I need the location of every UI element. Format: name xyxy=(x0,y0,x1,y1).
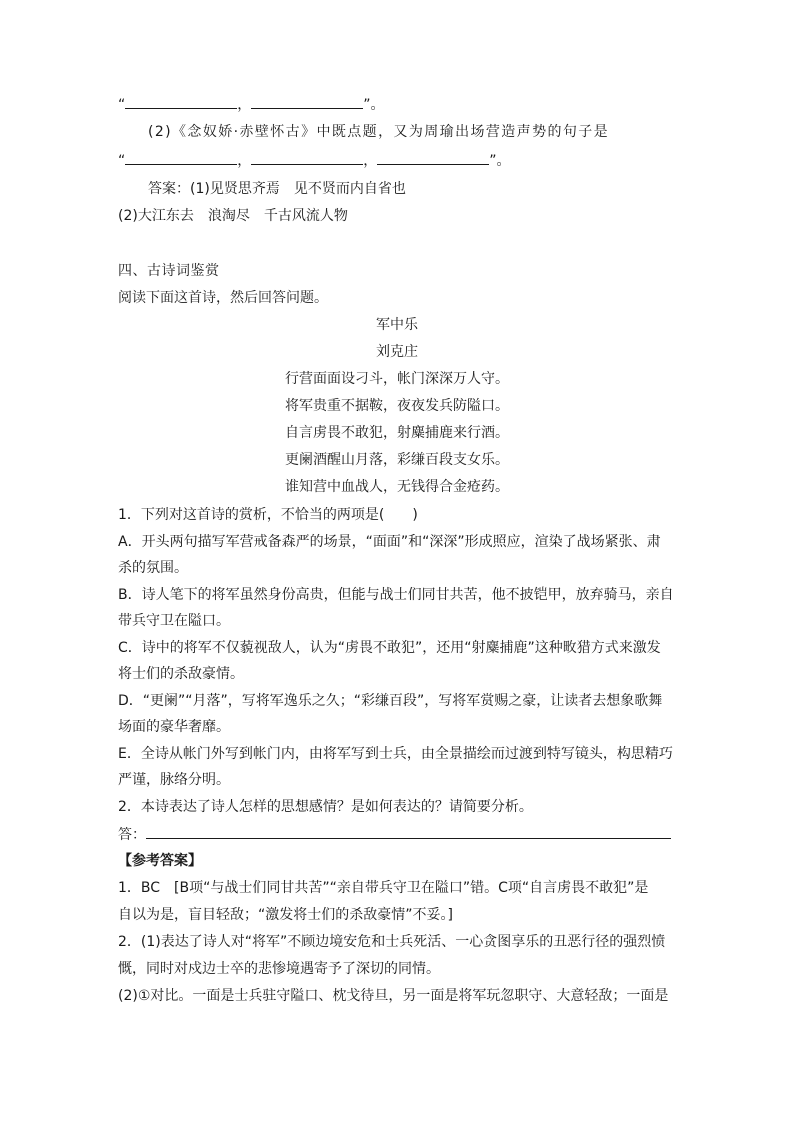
separator: ， xyxy=(363,153,378,169)
section-instruction: 阅读下面这首诗，然后回答问题。 xyxy=(118,290,328,306)
poem-title: 军中乐 xyxy=(376,317,418,333)
section-heading: 四、古诗词鉴赏 xyxy=(118,263,220,279)
question-2-stem: 2．本诗表达了诗人怎样的思想感情？是如何表达的？请简要分析。 xyxy=(118,799,533,815)
open-quote: “ xyxy=(118,97,126,113)
close-quote: ”。 xyxy=(489,153,511,169)
reference-2-part2: (2)①对比。一面是士兵驻守隘口、枕戈待旦，另一面是将军玩忽职守、大意轻敌；一面是 xyxy=(118,988,669,1004)
poem-line: 自言虏畏不敢犯，射麋捕鹿来行酒。 xyxy=(285,425,509,441)
answer-line xyxy=(118,825,678,844)
poem-line: 行营面面设刁斗，帐门深深万人守。 xyxy=(285,371,509,387)
reference-heading: 【参考答案】 xyxy=(118,853,202,869)
option-c-cont: 将士们的杀敌豪情。 xyxy=(118,666,244,682)
answer-2: (2)大江东去 浪淘尽 千古风流人物 xyxy=(118,208,348,224)
answer-1: 答案：(1)见贤思齐焉 见不贤而内自省也 xyxy=(148,181,406,197)
answer-blank[interactable] xyxy=(251,95,363,109)
poem-line: 更阑酒醒山月落，彩缣百段支女乐。 xyxy=(285,452,509,468)
reference-2-cont: 慨，同时对戍边士卒的悲惨境遇寄予了深切的同情。 xyxy=(118,961,440,977)
question-1-stem: 1．下列对这首诗的赏析，不恰当的两项是( ) xyxy=(118,507,418,523)
option-a-cont: 杀的氛围。 xyxy=(118,560,188,576)
option-d-cont: 场面的豪华奢靡。 xyxy=(118,719,230,735)
open-quote: “ xyxy=(118,153,126,169)
option-d: D．“更阑”“月落”，写将军逸乐之久；“彩缣百段”，写将军赏赐之豪，让读者去想象歌舞 xyxy=(118,693,663,709)
fill-in-line-1 xyxy=(118,95,678,114)
poem-line: 谁知营中血战人，无钱得合金疮药。 xyxy=(285,479,509,495)
answer-blank[interactable] xyxy=(251,151,363,165)
option-e-cont: 严谨，脉络分明。 xyxy=(118,772,230,788)
option-e: E．全诗从帐门外写到帐门内，由将军写到士兵，由全景描绘而过渡到特写镜头，构思精巧 xyxy=(118,746,673,762)
option-b-cont: 带兵守卫在隘口。 xyxy=(118,613,230,629)
option-c: C．诗中的将军不仅藐视敌人，认为“虏畏不敢犯”，还用“射麋捕鹿”这种畋猎方式来激发 xyxy=(118,640,661,656)
close-quote: ”。 xyxy=(363,97,385,113)
reference-2: 2．(1)表达了诗人对“将军”不顾边境安危和士兵死活、一心贪图享乐的丑恶行径的强烈愤 xyxy=(118,934,666,950)
reference-1: 1．BC [B项“与战士们同甘共苦”“亲自带兵守卫在隘口”错。C项“自言虏畏不敢犯”是 xyxy=(118,880,649,896)
separator: ， xyxy=(237,153,252,169)
reference-1-cont: 自以为是，盲目轻敌；“激发将士们的杀敌豪情”不妥。] xyxy=(118,907,453,923)
poem-line: 将军贵重不据鞍，夜夜发兵防隘口。 xyxy=(285,398,509,414)
option-a: A．开头两句描写军营戒备森严的场景，“面面”和“深深”形成照应，渲染了战场紧张、肃 xyxy=(118,534,661,550)
option-b: B．诗人笔下的将军虽然身份高贵，但能与战士们同甘共苦，他不披铠甲，放弃骑马，亲自 xyxy=(118,587,674,603)
fill-in-line-3 xyxy=(118,151,678,170)
answer-blank[interactable] xyxy=(146,825,671,839)
answer-blank[interactable] xyxy=(125,151,237,165)
question-2-text: (2)《念奴娇·赤壁怀古》中既点题，又为周瑜出场营造声势的句子是 xyxy=(148,124,610,140)
answer-blank[interactable] xyxy=(125,95,237,109)
poem-author: 刘克庄 xyxy=(376,344,418,360)
answer-label: 答： xyxy=(118,827,146,843)
answer-blank[interactable] xyxy=(377,151,489,165)
separator: ， xyxy=(237,97,252,113)
